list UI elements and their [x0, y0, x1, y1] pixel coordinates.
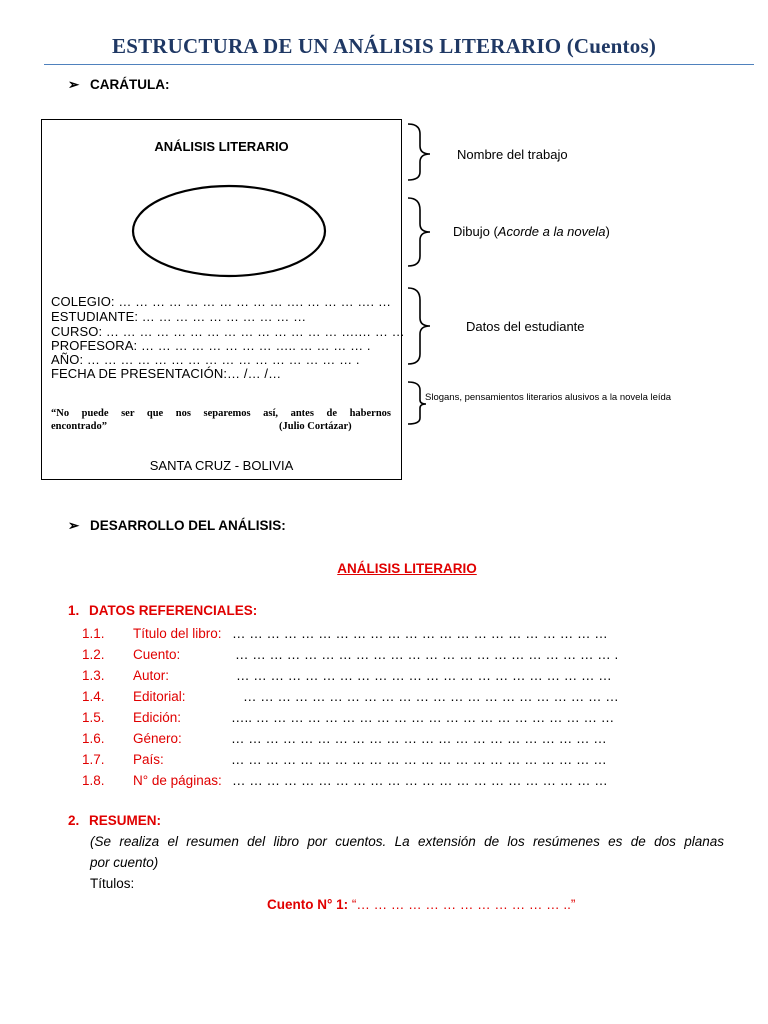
section-2-title: RESUMEN:: [89, 813, 162, 828]
field-label: Título del libro:: [133, 626, 222, 641]
field-label: N° de páginas:: [133, 773, 222, 788]
field-label: Autor:: [133, 668, 170, 683]
field-blank: … … … … … … … … … … … … … … … … … … … … … …: [232, 626, 608, 641]
cover-mockup: [41, 119, 405, 480]
brace-icon: [408, 288, 430, 364]
field-blank: … … … … … … … … … … … … … … … … … … … … … …: [232, 773, 608, 788]
field-number: 1.2.: [82, 647, 105, 662]
cover-field-ano: AÑO: … … … … … … … … … … … … … … … … .: [51, 352, 360, 367]
cover-field-curso: CURSO: … … … … … … … … … … … … … … ….… … …: [51, 324, 405, 339]
field-blank: … … … … … … … … … … … … … … … … … … … … … …: [236, 668, 612, 683]
section-1-title: DATOS REFERENCIALES:: [89, 603, 258, 618]
quote-line-1: “No puede ser que nos separemos así, antes de habernos: [51, 408, 391, 419]
field-blank: … … … … … … … … … … … … … … … … … … … … … …: [231, 752, 607, 767]
field-number: 1.6.: [82, 731, 105, 746]
quote-line-2: encontrado”: [51, 421, 107, 432]
field-blank: … … … … … … … … … … … … … … … … … … … … … …: [243, 689, 619, 704]
section-2-number: 2.: [68, 813, 80, 828]
field-blank: ….. … … … … … … … … … … … … … … … … … … … … …: [231, 710, 615, 725]
cover-field-estudiante: ESTUDIANTE: … … … … … … … … … …: [51, 309, 307, 324]
brace-icon: [408, 198, 430, 266]
desarrollo-heading: [68, 518, 286, 534]
section-2-heading: [68, 813, 161, 828]
titulos-label: Títulos:: [90, 876, 135, 891]
arrow-bullet-icon: ➢: [68, 518, 80, 533]
analysis-heading: ANÁLISIS LITERARIO: [337, 561, 477, 576]
annotation-datos: Datos del estudiante: [466, 319, 585, 334]
caratula-heading: [68, 77, 169, 93]
field-number: 1.7.: [82, 752, 105, 767]
section-1-number: 1.: [68, 603, 80, 618]
field-number: 1.4.: [82, 689, 105, 704]
section-1-heading: [68, 603, 257, 618]
brace-icon: [408, 124, 430, 180]
cover-field-colegio: COLEGIO: … … … … … … … … … … …. … … … …. …: [51, 294, 392, 309]
annotation-dibujo: Dibujo (Acorde a la novela): [453, 224, 610, 239]
resumen-instruction-line-2: por cuento): [90, 855, 159, 870]
cover-field-profesora: PROFESORA: … … … … … … … … ….. … … … … .: [51, 338, 371, 353]
resumen-instruction-line-1: (Se realiza el resumen del libro por cuentos. La extensión de los resúmenes es de dos planas: [90, 834, 724, 849]
cover-quote: [51, 407, 391, 433]
cover-footer: SANTA CRUZ - BOLIVIA: [149, 458, 294, 473]
field-label: Género:: [133, 731, 182, 746]
field-number: 1.1.: [82, 626, 105, 641]
quote-author: (Julio Cortázar): [279, 421, 352, 432]
arrow-bullet-icon: ➢: [68, 77, 80, 92]
annotation-nombre: Nombre del trabajo: [457, 147, 568, 162]
desarrollo-label: DESARROLLO DEL ANÁLISIS:: [90, 518, 286, 533]
cuento-title: [267, 897, 575, 912]
annotation-slogans: Slogans, pensamientos literarios alusivos a la novela leída: [425, 392, 672, 403]
title-underline: [44, 64, 754, 65]
page-title: ESTRUCTURA DE UN ANÁLISIS LITERARIO (Cuentos): [111, 34, 657, 58]
field-number: 1.5.: [82, 710, 105, 725]
field-number: 1.3.: [82, 668, 105, 683]
drawing-placeholder-ellipse: [130, 183, 328, 279]
cover-title: ANÁLISIS LITERARIO: [154, 139, 289, 154]
field-label: País:: [133, 752, 164, 767]
field-blank: … … … … … … … … … … … … … … … … … … … … … … .: [235, 647, 619, 662]
field-blank: … … … … … … … … … … … … … … … … … … … … … …: [231, 731, 607, 746]
brace-icon: [408, 382, 426, 424]
field-number: 1.8.: [82, 773, 105, 788]
cuento-value: “… … … … … … … … … … … … ..”: [351, 897, 576, 912]
field-label: Cuento:: [133, 647, 181, 662]
field-label: Edición:: [133, 710, 182, 725]
caratula-label: CARÁTULA:: [90, 77, 170, 92]
cuento-label: Cuento N° 1:: [267, 897, 349, 912]
cover-field-fecha: FECHA DE PRESENTACIÓN:… /… /…: [51, 366, 282, 381]
braces-group: [400, 118, 440, 438]
field-label: Editorial:: [133, 689, 186, 704]
